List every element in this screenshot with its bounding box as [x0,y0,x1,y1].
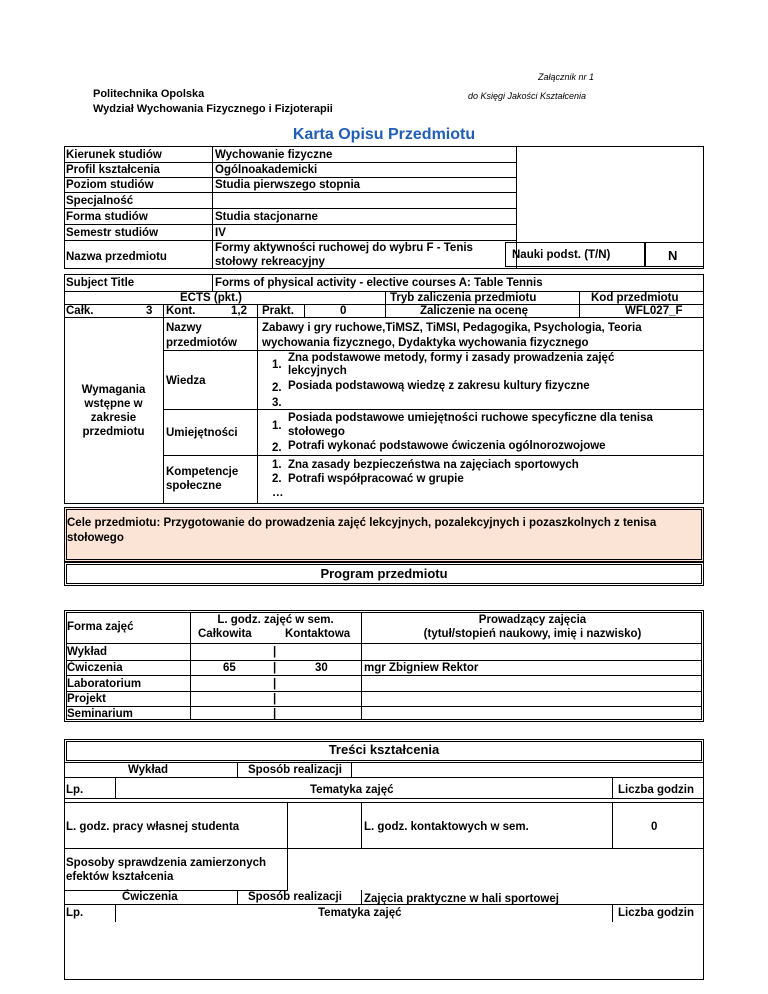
knowledge-1-line2: lekcyjnych [288,365,347,377]
subject-title-value: Forms of physical activity - elective courses A: Table Tennis [215,277,543,289]
social-2-text: Potrafi współpracować w grupie [288,473,464,485]
names-label-2: przedmiotów [166,337,237,349]
info-value-semester: IV [215,227,226,239]
program-row-exercises-teacher: mgr Zbigniew Rektor [364,662,479,674]
exercises-method-label: Sposób realizacji [248,891,342,903]
hours-contact-label: Kontaktowa [285,628,351,640]
hours-count-label: Liczba godzin [618,784,695,796]
info-value-field: Wychowanie fizyczne [215,149,333,161]
info-label-form: Forma studiów [66,211,148,223]
knowledge-1-line1: Zna podstawowe metody, formy i zasady prowadzenia zajęć [288,352,615,364]
teacher-label-2: (tytuł/stopień naukowy, imię i nazwisko) [423,628,642,640]
info-value-profile: Ogólnoakademicki [215,164,318,176]
ects-total-value: 3 [146,305,153,317]
skills-2-line1: Potrafi wykonać podstawowe ćwiczenia ogólnorozwojowe [288,440,606,452]
program-title: Program przedmiotu [320,566,448,581]
names-label-1: Nazwy [166,322,202,334]
program-row-exercises-sep: | [273,662,277,674]
lp-label: Lp. [66,784,84,796]
info-label-field: Kierunek studiów [66,149,162,161]
program-row-project-sep: | [273,693,277,705]
knowledge-2-num: 2. [272,382,282,394]
knowledge-1-num: 1. [272,359,282,371]
verify-label-2: efektów kształcenia [66,871,174,883]
info-label-semester: Semestr studiów [66,227,159,239]
page-title: Karta Opisu Przedmiotu [292,126,476,143]
ects-label: ECTS (pkt.) [180,292,242,304]
code-label: Kod przedmiotu [591,292,679,304]
subject-name-line2: stołowy rekreacyjny [215,256,325,268]
subject-name-label: Nazwa przedmiotu [66,251,167,263]
program-row-lab: Laboratorium [67,678,142,690]
skills-2-num: 2. [272,442,282,454]
subject-name-line1: Formy aktywności ruchowej do wybru F - Tenis [215,242,473,254]
info-value-form: Studia stacjonarne [215,211,318,223]
ects-contact-value: 1,2 [231,305,247,317]
program-row-project: Projekt [67,693,106,705]
exercises-hours-label: Liczba godzin [618,907,695,919]
subject-title-label: Subject Title [66,277,135,289]
skills-1-num: 1. [272,420,282,432]
verify-label-1: Sposoby sprawdzenia zamierzonych [66,857,267,869]
social-2-num: 2. [272,473,282,485]
info-value-level: Studia pierwszego stopnia [215,179,361,191]
faculty-name: Wydział Wychowania Fizycznego i Fizjoterapii [93,103,333,115]
names-value-2: wychowania fizycznego, Dydaktyka wychowania fizycznego [262,337,589,349]
goals-line2: stołowego [67,532,124,544]
prereq-section-label-line4: przedmiotu [82,426,145,438]
university-name: Politechnika Opolska [93,88,205,100]
program-row-lab-sep: | [273,678,277,690]
lecture-method-label: Sposób realizacji [248,764,342,776]
knowledge-2-line1: Posiada podstawową wiedzę z zakresu kultury fizyczne [288,380,590,392]
basic-science-label: Nauki podst. (T/N) [512,249,611,261]
skills-1-line1: Posiada podstawowe umiejętności ruchowe specyficzne dla tenisa [288,412,653,424]
social-label-2: społeczne [166,480,222,492]
code-value: WFL027_F [625,305,683,317]
program-row-exercises-contact: 30 [315,662,328,674]
info-label-profile: Profil kształcenia [66,164,160,176]
program-row-lecture-sep: | [273,646,277,658]
skills-label: Umiejętności [166,427,238,439]
ects-contact-label: Kont. [166,305,196,317]
social-1-num: 1. [272,459,282,471]
prereq-section-label-line3: zakresie [90,412,137,424]
info-label-level: Poziom studiów [66,179,154,191]
contact-hours-label: L. godz. kontaktowych w sem. [364,821,529,833]
topics-label: Tematyka zajęć [310,784,394,796]
social-label-1: Kompetencje [166,466,239,478]
exercises-lp-label: Lp. [66,907,84,919]
social-3-num: … [272,487,284,499]
prereq-section-label [64,383,163,439]
social-1-text: Zna zasady bezpieczeństwa na zajęciach sportowych [288,459,579,471]
form-label: Forma zajęć [67,621,134,633]
ects-practical-value: 0 [340,305,347,317]
prereq-section-label-line2: wstępne w [84,398,143,410]
exercises-label: Ćwiczenia [122,891,178,903]
hours-total-label: Całkowita [198,628,252,640]
self-hours-label: L. godz. pracy własnej studenta [66,821,240,833]
knowledge-label: Wiedza [166,375,206,387]
info-label-specialty: Specjalność [66,195,134,207]
basic-science-value: N [668,248,678,263]
content-title: Treści kształcenia [328,742,440,757]
names-value-1: Zabawy i gry ruchowe,TiMSZ, TiMSI, Pedagogika, Psychologia, Teoria [262,322,642,334]
program-row-lecture: Wykład [67,646,108,658]
annex-sub-label: do Księgi Jakości Kształcenia [468,91,587,101]
hours-label: L. godz. zajęć w sem. [217,614,334,626]
program-row-seminar: Seminarium [67,708,133,720]
teacher-label-1: Prowadzący zajęcia [478,614,587,626]
contact-hours-value: 0 [651,821,658,833]
exercises-topics-label: Tematyka zajęć [318,907,402,919]
skills-1-line2: stołowego [288,426,345,438]
program-row-exercises-total: 65 [223,662,236,674]
ects-practical-label: Prakt. [262,305,294,317]
ects-total-label: Całk. [66,305,94,317]
goals-line1: Cele przedmiotu: Przygotowanie do prowadzenia zajęć lekcyjnych, pozalekcyjnych i pozaszkolnych z tenisa [67,517,657,529]
mode-label: Tryb zaliczenia przedmiotu [390,292,537,304]
program-row-seminar-sep: | [273,708,277,720]
lecture-label: Wykład [128,764,169,776]
program-row-exercises: Ćwiczenia [67,662,123,674]
exercises-method-value: Zajęcia praktyczne w hali sportowej [364,893,559,905]
knowledge-3-num: 3. [272,397,282,409]
mode-value: Zaliczenie na ocenę [420,305,529,317]
annex-label: Załącznik nr 1 [538,72,595,82]
prereq-section-label-line1: Wymagania [81,384,146,396]
